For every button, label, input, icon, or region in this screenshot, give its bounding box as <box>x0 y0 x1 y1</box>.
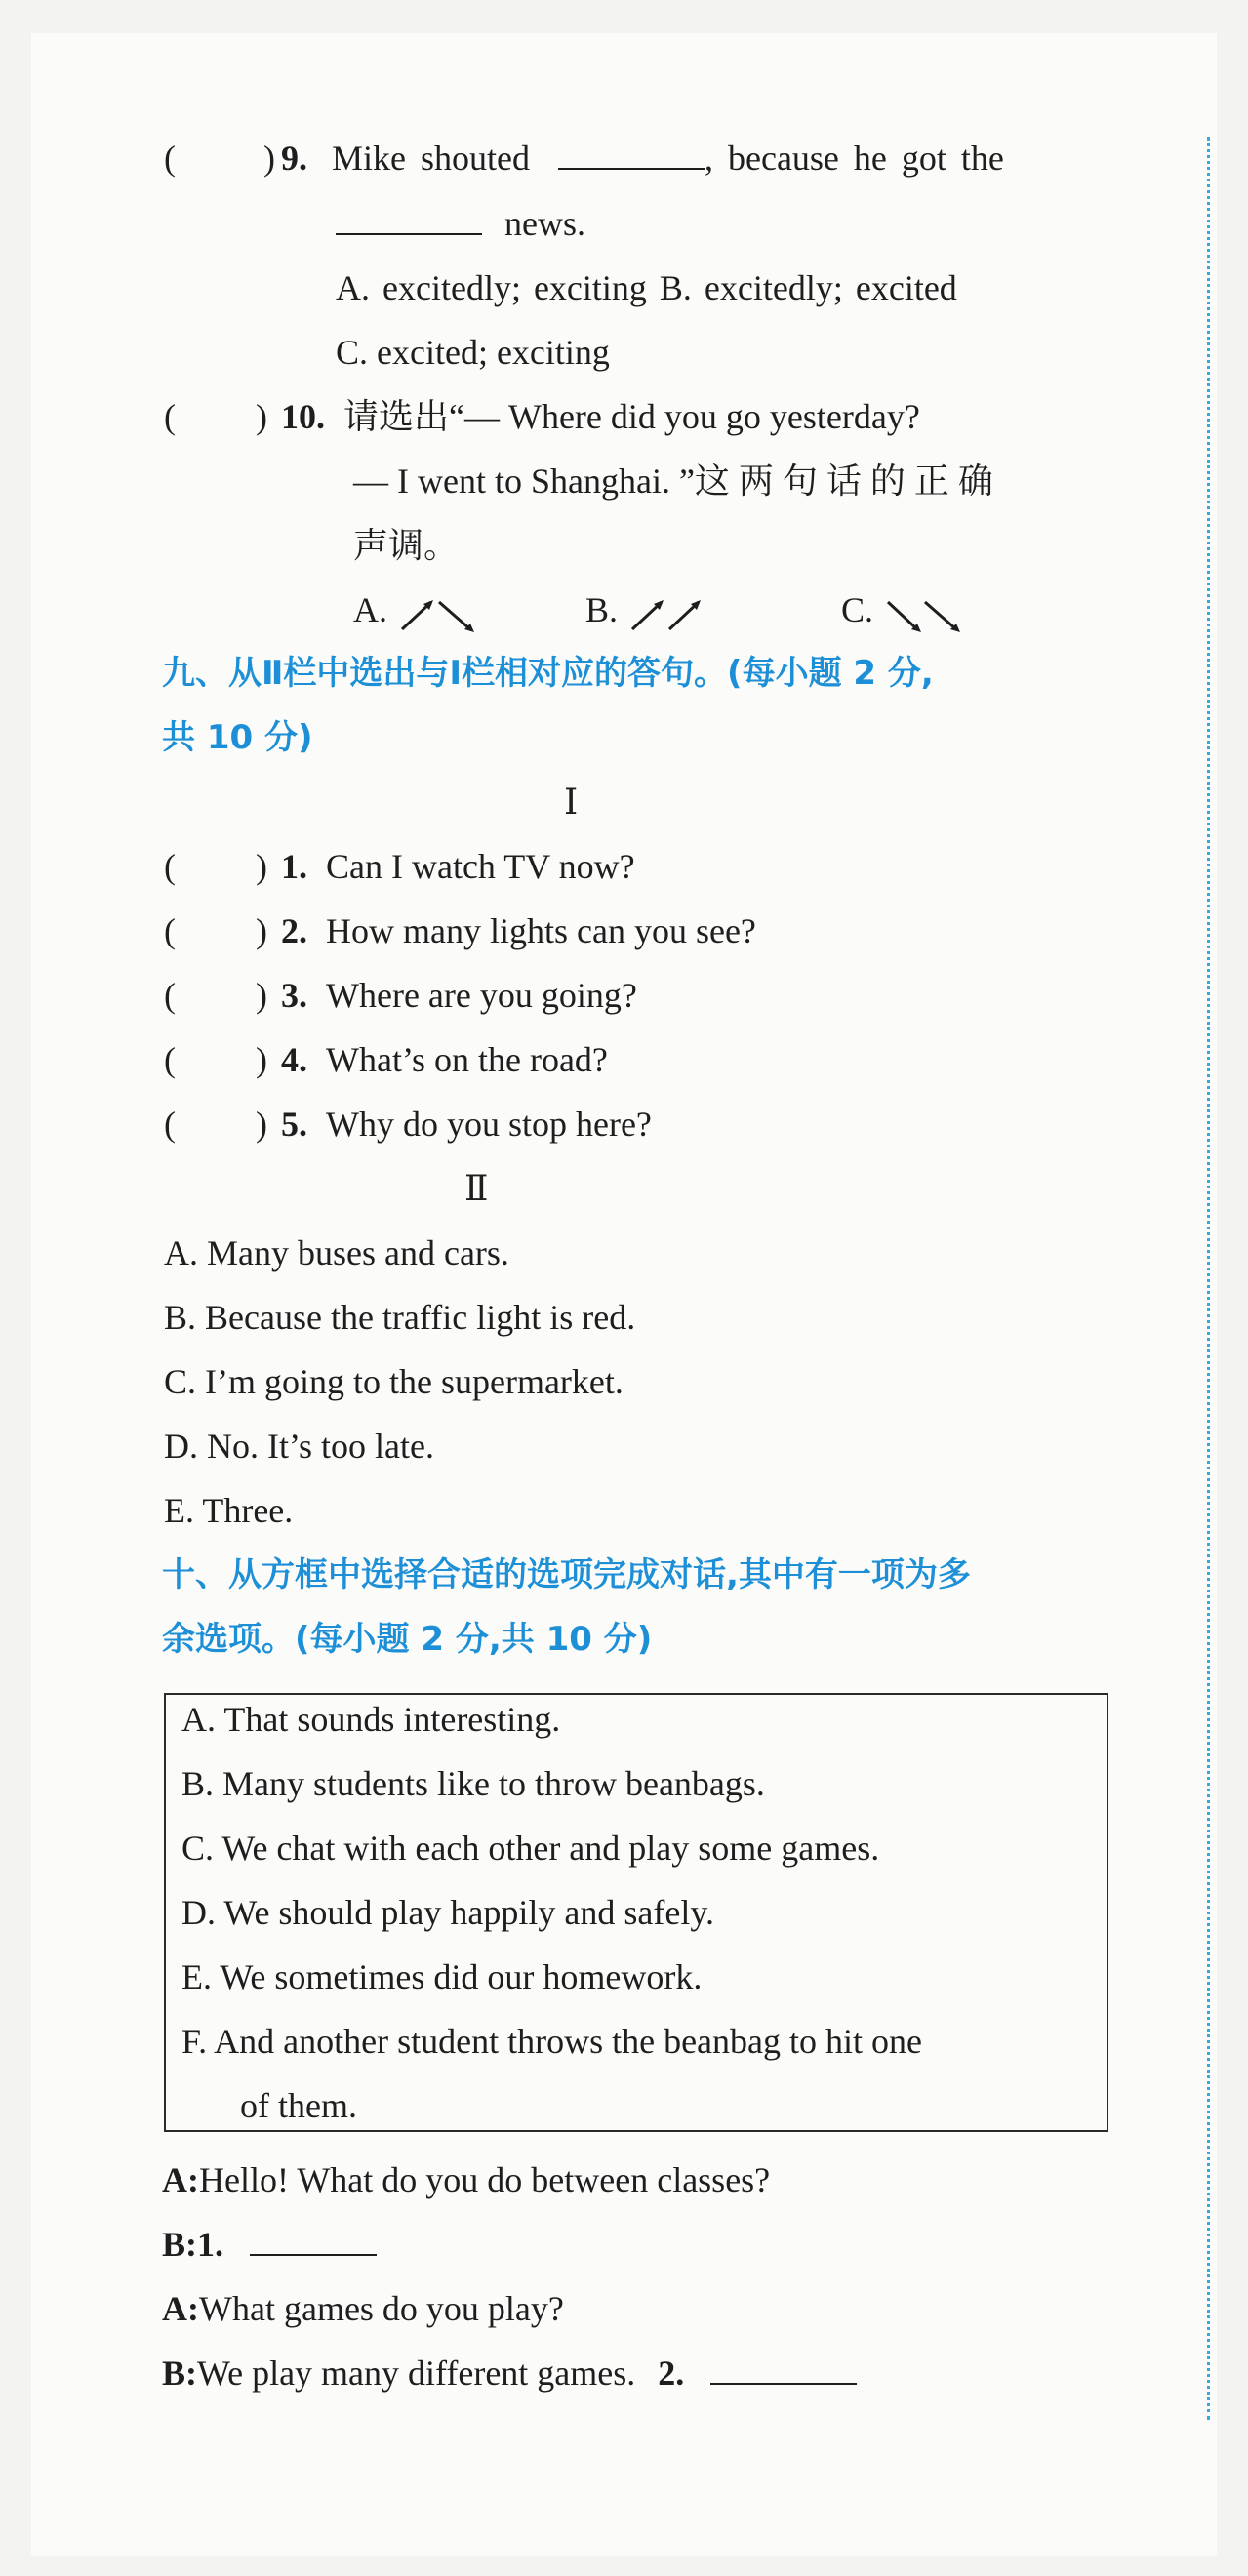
question-text: news. <box>504 204 585 243</box>
rise-fall-intonation-icon <box>396 592 482 635</box>
answer-bracket-open: ( <box>164 911 176 950</box>
question-9-options-2: C. excited; exciting <box>336 333 610 372</box>
question-number: 2. <box>658 2354 685 2393</box>
question-9-line1 <box>281 137 1004 180</box>
question-10-option-a <box>353 588 482 635</box>
speaker-label: A: <box>162 2289 199 2328</box>
answer-bracket-open: ( <box>164 976 176 1015</box>
column-label-ii: Ⅱ <box>464 1169 489 1208</box>
answer-bracket-close: ) <box>256 1105 267 1144</box>
answer-bracket-close: ) <box>263 139 275 178</box>
question-text: How many lights can you see? <box>326 911 756 950</box>
dialogue-text: What games do you play? <box>199 2289 564 2328</box>
list-item: D. No. It’s too late. <box>164 1427 434 1466</box>
answer-bracket-open: ( <box>164 397 176 436</box>
speaker-label: B: <box>162 2225 197 2264</box>
answer-bracket-open: ( <box>164 1040 176 1079</box>
dialogue-line <box>162 2223 377 2266</box>
list-item: A. Many buses and cars. <box>164 1233 509 1272</box>
question-number: 9. <box>281 139 307 178</box>
question-9-line2 <box>336 202 585 245</box>
list-item: C. I’m going to the supermarket. <box>164 1362 624 1401</box>
answer-blank[interactable] <box>710 2354 857 2385</box>
section-10-heading-line2: 余选项。(每小题 2 分,共 10 分) <box>162 1620 653 1659</box>
speaker-label: A: <box>162 2160 199 2199</box>
list-item <box>281 974 637 1017</box>
question-10-option-b <box>585 588 712 635</box>
list-item <box>281 909 756 952</box>
question-text: Why do you stop here? <box>326 1105 652 1144</box>
dialogue-line <box>162 2287 564 2330</box>
fall-fall-intonation-icon <box>882 592 968 635</box>
dialogue-line <box>162 2352 857 2395</box>
answer-bracket-open: ( <box>164 847 176 886</box>
option-label: C. <box>841 590 874 629</box>
answer-blank[interactable] <box>558 139 705 170</box>
question-number: 2. <box>281 911 307 950</box>
answer-blank[interactable] <box>250 2225 377 2256</box>
answer-blank[interactable] <box>336 204 482 235</box>
dialogue-line <box>162 2158 770 2201</box>
question-10-option-c <box>841 588 968 635</box>
dialogue-text: Hello! What do you do between classes? <box>199 2160 771 2199</box>
list-item: B. Because the traffic light is red. <box>164 1298 636 1337</box>
question-9-options-1: A. excitedly; exciting B. excitedly; excited <box>336 268 957 307</box>
dialogue-text: We play many different games. <box>197 2354 636 2393</box>
list-item: A. That sounds interesting. <box>181 1700 561 1739</box>
question-number: 10. <box>281 397 325 436</box>
section-9-heading-line2: 共 10 分) <box>162 718 313 757</box>
question-text: Can I watch TV now? <box>326 847 635 886</box>
list-item: E. We sometimes did our homework. <box>181 1957 703 1996</box>
list-item: D. We should play happily and safely. <box>181 1893 714 1932</box>
question-10-line1 <box>281 395 920 438</box>
section-10-heading-line1: 十、从方框中选择合适的选项完成对话,其中有一项为多 <box>162 1555 971 1594</box>
question-number: 1. <box>281 847 307 886</box>
column-label-i: Ⅰ <box>564 783 579 822</box>
question-10-line3: 声调。 <box>353 526 460 565</box>
list-item: B. Many students like to throw beanbags. <box>181 1764 765 1803</box>
section-9-heading-line1: 九、从Ⅱ栏中选出与Ⅰ栏相对应的答句。(每小题 2 分, <box>162 654 934 693</box>
list-item: C. We chat with each other and play some games. <box>181 1829 880 1868</box>
answer-bracket-close: ) <box>256 1040 267 1079</box>
question-text: 请选出“— Where did you go yesterday? <box>343 397 920 436</box>
question-number: 4. <box>281 1040 307 1079</box>
question-text: Where are you going? <box>326 976 637 1015</box>
answer-bracket-close: ) <box>256 911 267 950</box>
question-10-line2: — I went to Shanghai. ”这 两 句 话 的 正 确 <box>353 462 993 501</box>
list-item-continuation: of them. <box>240 2086 357 2125</box>
question-text: , because he got the <box>704 139 1004 178</box>
question-text: What’s on the road? <box>326 1040 608 1079</box>
rise-rise-intonation-icon <box>626 592 712 635</box>
question-number: 1. <box>197 2225 223 2264</box>
list-item: F. And another student throws the beanbag to hit one <box>181 2022 922 2061</box>
question-number: 3. <box>281 976 307 1015</box>
list-item <box>281 1103 652 1146</box>
speaker-label: B: <box>162 2354 197 2393</box>
option-label: B. <box>585 590 619 629</box>
answer-bracket-open: ( <box>164 139 176 178</box>
answer-bracket-open: ( <box>164 1105 176 1144</box>
list-item: E. Three. <box>164 1491 294 1530</box>
margin-dashed-rule <box>1207 137 1210 2420</box>
question-text: Mike shouted <box>332 139 530 178</box>
list-item <box>281 1038 608 1081</box>
answer-bracket-close: ) <box>256 976 267 1015</box>
option-label: A. <box>353 590 387 629</box>
question-number: 5. <box>281 1105 307 1144</box>
list-item <box>281 845 635 888</box>
answer-bracket-close: ) <box>256 397 267 436</box>
answer-bracket-close: ) <box>256 847 267 886</box>
